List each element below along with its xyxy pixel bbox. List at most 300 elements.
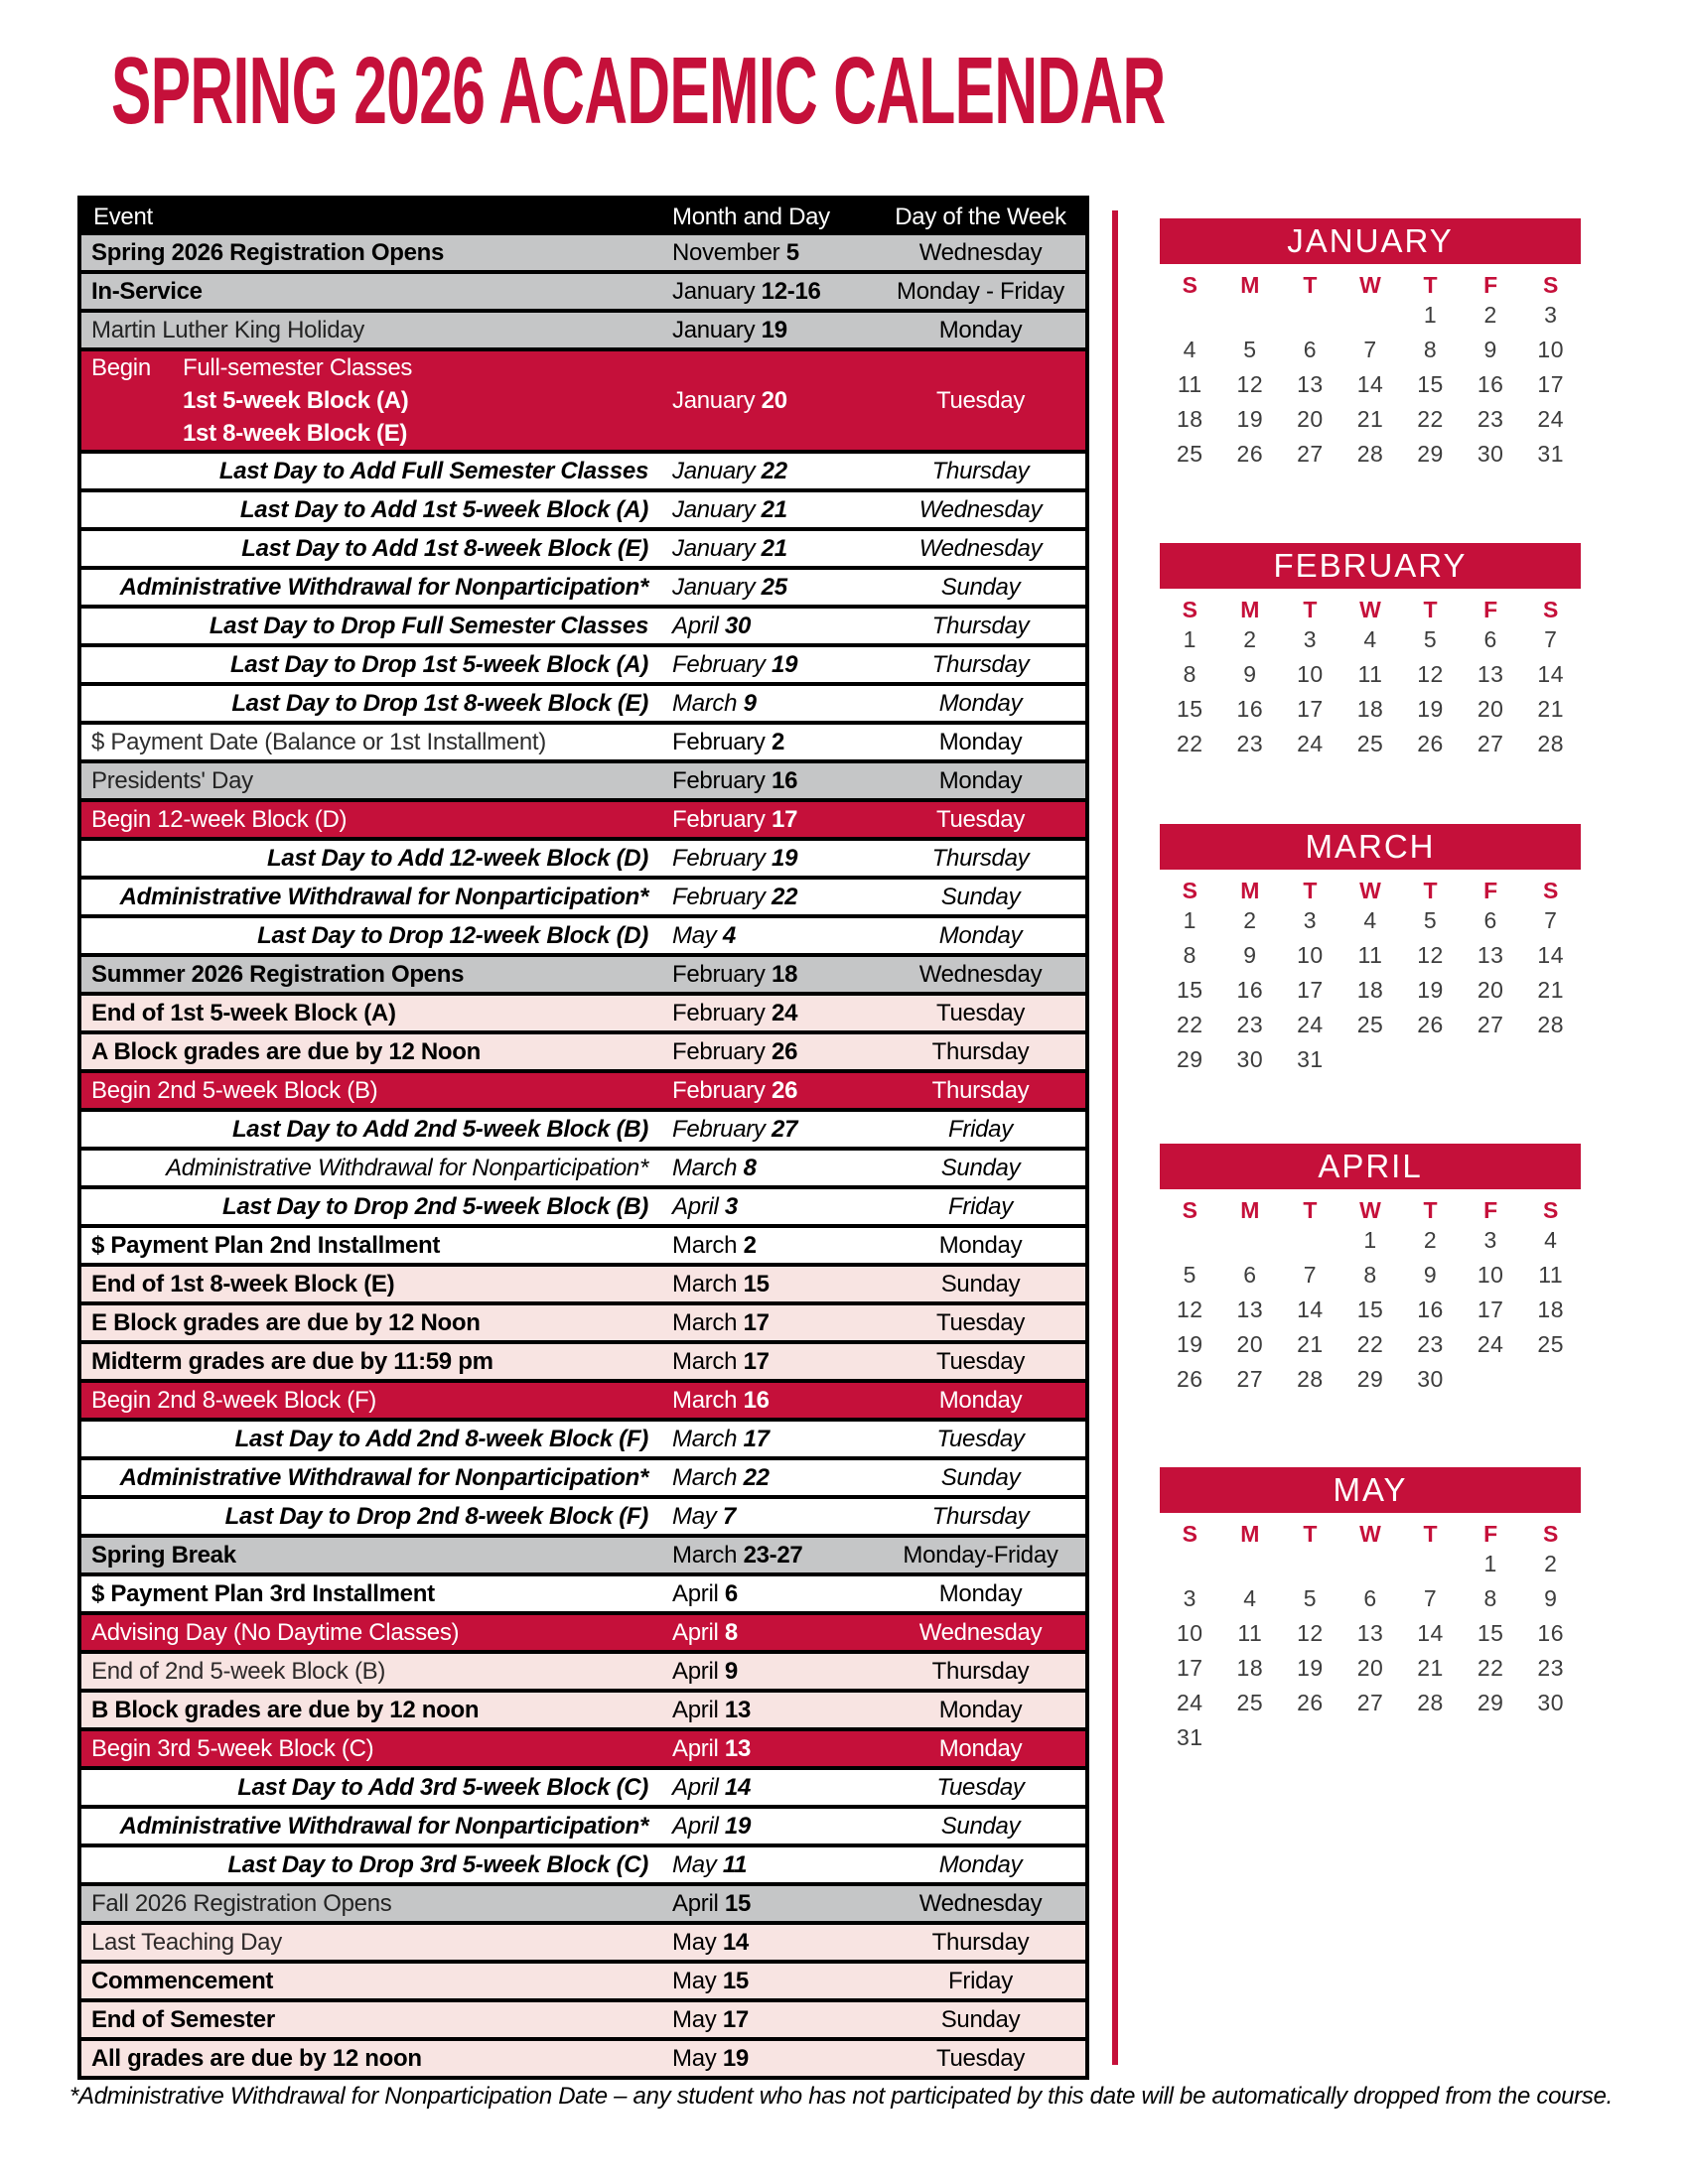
calendar-day: 7 xyxy=(1544,626,1558,652)
day-cell: Tuesday xyxy=(936,1425,1025,1452)
event-cell: Last Day to Drop 2nd 5-week Block (B) xyxy=(222,1192,648,1220)
date-month: January xyxy=(672,316,762,343)
calendar-day-empty xyxy=(1340,302,1401,337)
date-month: November xyxy=(672,238,786,266)
event-cell: Last Day to Drop 1st 5-week Block (A) xyxy=(229,650,648,678)
calendar-day: 31 xyxy=(1537,441,1564,467)
table-row xyxy=(81,1538,1085,1576)
table-row xyxy=(81,763,1085,802)
event-cell: Last Day to Add 2nd 8-week Block (F) xyxy=(234,1425,648,1452)
date-day: 17 xyxy=(743,1425,770,1452)
event-cell: Last Day to Add 2nd 5-week Block (B) xyxy=(231,1115,648,1143)
calendar-day: 8 xyxy=(1423,337,1438,362)
date-month: April xyxy=(672,1579,725,1607)
event-cell: Spring 2026 Registration Opens xyxy=(91,238,445,266)
date-cell xyxy=(662,1426,876,1453)
calendar-day-empty xyxy=(1280,302,1340,337)
calendar-day: 3 xyxy=(1544,302,1558,328)
calendar-day: 11 xyxy=(1177,371,1202,397)
calendar-day: 13 xyxy=(1356,1620,1384,1646)
month-banner: MARCH xyxy=(1160,824,1581,870)
date-month: April xyxy=(672,1192,725,1220)
table-row xyxy=(81,274,1085,313)
calendar-day-empty xyxy=(1461,1366,1521,1401)
header-day-of-week: Day of the Week xyxy=(895,204,1066,230)
calendar-day: 14 xyxy=(1417,1620,1444,1646)
vertical-divider xyxy=(1112,210,1118,2065)
calendar-day: 16 xyxy=(1537,1620,1564,1646)
calendar-day-empty xyxy=(1280,1724,1340,1759)
mini-calendar-february xyxy=(1160,543,1581,765)
calendar-day: 5 xyxy=(1243,337,1257,362)
weekday-label: S xyxy=(1543,878,1559,903)
date-cell xyxy=(662,1000,876,1027)
date-day: 19 xyxy=(772,844,798,872)
date-month: May xyxy=(672,1967,723,1994)
table-row xyxy=(81,609,1085,647)
date-month: January xyxy=(672,573,762,601)
date-cell xyxy=(662,1619,876,1647)
calendar-day: 10 xyxy=(1537,337,1564,362)
calendar-day: 22 xyxy=(1356,1331,1384,1357)
date-cell xyxy=(662,1464,876,1492)
calendar-day: 3 xyxy=(1303,907,1318,933)
date-cell xyxy=(662,651,876,679)
date-month: March xyxy=(672,1425,744,1452)
date-month: May xyxy=(672,1850,723,1878)
weekday-label: W xyxy=(1359,1521,1381,1547)
date-day: 16 xyxy=(743,1386,770,1414)
calendar-day: 11 xyxy=(1237,1620,1263,1646)
date-month: March xyxy=(672,1541,744,1569)
calendar-day: 18 xyxy=(1356,696,1384,722)
calendar-day: 25 xyxy=(1356,731,1384,756)
day-cell: Monday-Friday xyxy=(903,1541,1058,1569)
date-month: March xyxy=(672,1463,744,1491)
weekday-label: M xyxy=(1240,878,1260,903)
date-day: 13 xyxy=(724,1734,751,1762)
calendar-day: 2 xyxy=(1544,1551,1558,1576)
calendar-day: 1 xyxy=(1363,1227,1377,1253)
date-day: 17 xyxy=(743,1347,770,1375)
date-month: April xyxy=(672,1773,725,1801)
calendar-day: 2 xyxy=(1243,626,1257,652)
date-cell xyxy=(662,845,876,873)
calendar-day: 15 xyxy=(1417,371,1444,397)
date-cell xyxy=(662,884,876,911)
calendar-day: 22 xyxy=(1477,1655,1504,1681)
weekday-label: S xyxy=(1182,878,1197,903)
weekday-label: M xyxy=(1240,597,1260,622)
events-table xyxy=(77,196,1089,2080)
calendar-day: 12 xyxy=(1417,942,1444,968)
table-row xyxy=(81,1267,1085,1305)
weekday-header-row xyxy=(1160,878,1581,907)
day-cell: Thursday xyxy=(931,844,1030,872)
mini-calendar-march xyxy=(1160,824,1581,1081)
calendar-day: 28 xyxy=(1537,731,1564,756)
weekday-label: W xyxy=(1359,1197,1381,1223)
weekday-label: S xyxy=(1182,1521,1197,1547)
day-cell: Sunday xyxy=(940,2005,1021,2033)
event-cell: Midterm grades are due by 11:59 pm xyxy=(91,1347,493,1375)
date-cell xyxy=(662,1890,876,1918)
table-row xyxy=(81,1770,1085,1809)
weekday-label: F xyxy=(1483,878,1498,903)
date-day: 19 xyxy=(722,2044,749,2072)
calendar-day: 30 xyxy=(1236,1046,1264,1072)
calendar-day: 15 xyxy=(1176,696,1203,722)
calendar-day: 12 xyxy=(1236,371,1264,397)
month-banner: MAY xyxy=(1160,1467,1581,1513)
calendar-day-empty xyxy=(1220,1551,1281,1585)
date-cell xyxy=(662,1271,876,1298)
event-cell: Administrative Withdrawal for Nonparticipation* xyxy=(119,573,648,601)
weekday-label: T xyxy=(1423,1197,1438,1223)
date-day: 8 xyxy=(743,1154,757,1181)
calendar-day: 11 xyxy=(1357,942,1383,968)
weekday-label: T xyxy=(1423,878,1438,903)
weekday-label: T xyxy=(1423,1521,1438,1547)
date-cell xyxy=(662,458,876,485)
date-month: February xyxy=(672,960,773,988)
day-cell: Thursday xyxy=(931,1502,1030,1530)
table-row xyxy=(81,1576,1085,1615)
calendar-day: 25 xyxy=(1176,441,1203,467)
calendar-day: 2 xyxy=(1423,1227,1438,1253)
calendar-day: 6 xyxy=(1483,626,1497,652)
event-lines xyxy=(183,351,412,450)
date-day: 19 xyxy=(772,650,798,678)
calendar-day: 13 xyxy=(1297,371,1324,397)
calendar-day: 17 xyxy=(1477,1297,1504,1322)
calendar-day: 22 xyxy=(1176,1012,1203,1037)
day-cell: Thursday xyxy=(931,650,1030,678)
calendar-day-empty xyxy=(1160,1551,1220,1585)
calendar-day: 27 xyxy=(1297,441,1324,467)
event-cell: Last Day to Drop 1st 8-week Block (E) xyxy=(231,689,648,717)
table-row xyxy=(81,1344,1085,1383)
table-row xyxy=(81,802,1085,841)
event-cell: Administrative Withdrawal for Nonparticipation* xyxy=(119,1812,648,1840)
day-cell: Tuesday xyxy=(935,999,1026,1026)
calendar-day: 28 xyxy=(1537,1012,1564,1037)
calendar-day: 20 xyxy=(1477,977,1504,1003)
calendar-day: 27 xyxy=(1236,1366,1264,1392)
month-banner: APRIL xyxy=(1160,1144,1581,1189)
event-cell: Advising Day (No Daytime Classes) xyxy=(91,1618,460,1646)
calendar-day: 15 xyxy=(1477,1620,1504,1646)
weekday-label: M xyxy=(1240,1197,1260,1223)
weekday-label: S xyxy=(1182,272,1197,298)
date-cell xyxy=(662,535,876,563)
footnote: *Administrative Withdrawal for Nonparticipation Date – any student who has not participated by this date will be automatically dropped from the course. xyxy=(70,2083,1613,2110)
table-row xyxy=(81,570,1085,609)
calendar-day-empty xyxy=(1220,1227,1281,1262)
calendar-days-grid xyxy=(1160,907,1581,1081)
calendar-day: 11 xyxy=(1538,1262,1564,1288)
day-cell: Monday xyxy=(938,1734,1023,1762)
table-row xyxy=(81,1693,1085,1731)
date-day: 7 xyxy=(722,1502,736,1530)
event-cell: Spring Break xyxy=(91,1541,236,1569)
calendar-day: 10 xyxy=(1297,661,1324,687)
event-cell: Administrative Withdrawal for Nonparticipation* xyxy=(119,1463,648,1491)
date-month: April xyxy=(672,1734,725,1762)
date-cell xyxy=(662,1813,876,1841)
table-header-row xyxy=(81,200,1085,235)
date-cell xyxy=(662,1155,876,1182)
calendar-day: 30 xyxy=(1417,1366,1444,1392)
header-month-and-day: Month and Day xyxy=(672,204,830,230)
date-cell xyxy=(662,1774,876,1802)
date-day: 5 xyxy=(785,238,799,266)
calendar-day-empty xyxy=(1400,1046,1461,1081)
month-banner: FEBRUARY xyxy=(1160,543,1581,589)
date-day: 22 xyxy=(772,883,798,910)
date-day: 26 xyxy=(772,1037,798,1065)
calendar-day: 27 xyxy=(1477,731,1504,756)
day-cell: Tuesday xyxy=(936,1773,1025,1801)
day-cell: Wednesday xyxy=(918,534,1043,562)
table-row xyxy=(81,1654,1085,1693)
calendar-day: 24 xyxy=(1477,1331,1504,1357)
weekday-label: W xyxy=(1359,878,1381,903)
date-day: 14 xyxy=(722,1928,749,1956)
date-day: 15 xyxy=(722,1967,749,1994)
mini-calendar-january xyxy=(1160,218,1581,476)
date-month: March xyxy=(672,1270,744,1297)
calendar-day: 18 xyxy=(1356,977,1384,1003)
day-cell: Monday xyxy=(938,1386,1023,1414)
calendar-days-grid xyxy=(1160,626,1581,765)
calendar-day: 30 xyxy=(1477,441,1504,467)
day-cell: Monday xyxy=(938,1231,1023,1259)
calendar-day: 13 xyxy=(1477,942,1504,968)
calendar-day: 14 xyxy=(1356,371,1384,397)
calendar-day: 17 xyxy=(1537,371,1564,397)
calendar-day: 26 xyxy=(1297,1690,1324,1715)
date-month: January xyxy=(672,534,762,562)
day-cell: Tuesday xyxy=(935,1308,1026,1336)
date-cell xyxy=(662,690,876,718)
calendar-day: 17 xyxy=(1297,696,1324,722)
header-event: Event xyxy=(93,204,153,230)
date-cell xyxy=(662,961,876,989)
event-cell: E Block grades are due by 12 Noon xyxy=(91,1308,481,1336)
day-cell: Friday xyxy=(948,1967,1013,1994)
day-cell: Sunday xyxy=(940,1270,1021,1297)
calendar-day: 19 xyxy=(1297,1655,1324,1681)
calendar-days-grid xyxy=(1160,302,1581,476)
calendar-day: 5 xyxy=(1183,1262,1196,1288)
event-cell: Last Day to Add 1st 8-week Block (E) xyxy=(241,534,648,562)
weekday-label: M xyxy=(1240,1521,1260,1547)
day-cell: Wednesday xyxy=(918,960,1043,988)
calendar-day: 5 xyxy=(1423,907,1438,933)
calendar-day: 10 xyxy=(1297,942,1324,968)
calendar-day: 2 xyxy=(1483,302,1497,328)
date-month: March xyxy=(672,689,744,717)
date-cell xyxy=(662,1851,876,1879)
calendar-day-empty xyxy=(1400,1724,1461,1759)
calendar-day: 1 xyxy=(1483,1551,1497,1576)
date-month: May xyxy=(672,1502,723,1530)
date-day: 12-16 xyxy=(761,277,821,305)
weekday-label: S xyxy=(1182,1197,1197,1223)
calendar-day: 26 xyxy=(1417,1012,1444,1037)
date-day: 2 xyxy=(743,1231,757,1259)
table-row xyxy=(81,2041,1085,2076)
date-month: January xyxy=(672,495,762,523)
date-day: 15 xyxy=(724,1889,751,1917)
calendar-day-empty xyxy=(1520,1046,1581,1081)
table-row xyxy=(81,918,1085,957)
table-row xyxy=(81,1809,1085,1847)
event-cell: Last Day to Add 3rd 5-week Block (C) xyxy=(237,1773,648,1801)
calendar-day: 8 xyxy=(1183,942,1196,968)
day-cell: Thursday xyxy=(931,1657,1030,1685)
table-row xyxy=(81,1731,1085,1770)
event-cell xyxy=(81,351,662,450)
weekday-label: S xyxy=(1543,1197,1559,1223)
calendar-day: 12 xyxy=(1417,661,1444,687)
calendar-day: 15 xyxy=(1176,977,1203,1003)
table-row xyxy=(81,725,1085,763)
date-cell xyxy=(662,1309,876,1337)
day-cell: Monday xyxy=(938,766,1023,794)
date-month: February xyxy=(672,883,773,910)
calendar-day: 26 xyxy=(1417,731,1444,756)
day-cell: Monday xyxy=(938,1696,1023,1723)
calendar-day: 28 xyxy=(1297,1366,1324,1392)
date-cell xyxy=(662,387,876,415)
weekday-header-row xyxy=(1160,597,1581,626)
calendar-day: 6 xyxy=(1363,1585,1377,1611)
date-cell xyxy=(662,496,876,524)
calendar-day: 16 xyxy=(1236,977,1264,1003)
calendar-day: 18 xyxy=(1176,406,1203,432)
calendar-day: 16 xyxy=(1477,371,1504,397)
day-cell: Sunday xyxy=(940,883,1021,910)
calendar-day: 27 xyxy=(1477,1012,1504,1037)
calendar-day: 20 xyxy=(1356,1655,1384,1681)
date-month: February xyxy=(672,650,773,678)
calendar-day: 21 xyxy=(1537,696,1564,722)
date-month: February xyxy=(672,1076,773,1104)
weekday-label: T xyxy=(1303,878,1318,903)
mini-calendar-may xyxy=(1160,1467,1581,1759)
table-row xyxy=(81,1383,1085,1422)
date-day: 22 xyxy=(761,457,787,484)
calendar-day: 23 xyxy=(1236,731,1264,756)
calendar-day: 7 xyxy=(1423,1585,1438,1611)
calendar-day: 26 xyxy=(1176,1366,1203,1392)
calendar-day-empty xyxy=(1400,1551,1461,1585)
date-month: May xyxy=(672,921,723,949)
weekday-label: S xyxy=(1182,597,1197,622)
date-cell xyxy=(662,1580,876,1608)
calendar-day: 7 xyxy=(1363,337,1377,362)
date-month: February xyxy=(672,999,773,1026)
event-cell: $ Payment Plan 3rd Installment xyxy=(91,1579,435,1607)
weekday-label: F xyxy=(1483,272,1498,298)
calendar-day: 14 xyxy=(1537,942,1564,968)
calendar-day: 8 xyxy=(1183,661,1196,687)
event-cell: All grades are due by 12 noon xyxy=(91,2044,422,2072)
page-title: SPRING 2026 ACADEMIC CALENDAR xyxy=(111,38,1166,144)
calendar-day: 6 xyxy=(1243,1262,1257,1288)
event-cell: Fall 2026 Registration Opens xyxy=(91,1889,392,1917)
date-cell xyxy=(662,1735,876,1763)
event-prefix: Begin xyxy=(91,354,151,381)
date-cell xyxy=(662,1542,876,1570)
mini-calendar-april xyxy=(1160,1144,1581,1401)
calendar-day: 31 xyxy=(1297,1046,1324,1072)
day-cell: Tuesday xyxy=(935,1347,1026,1375)
date-month: February xyxy=(672,766,773,794)
calendar-day: 27 xyxy=(1356,1690,1384,1715)
date-month: May xyxy=(672,2005,723,2033)
event-cell: End of 2nd 5-week Block (B) xyxy=(91,1657,386,1685)
weekday-label: F xyxy=(1483,597,1498,622)
day-cell: Thursday xyxy=(931,1037,1030,1065)
event-cell: Martin Luther King Holiday xyxy=(91,316,365,343)
event-cell: In-Service xyxy=(91,277,203,305)
date-day: 19 xyxy=(724,1812,751,1840)
calendar-day: 18 xyxy=(1236,1655,1264,1681)
calendar-day: 30 xyxy=(1537,1690,1564,1715)
event-cell: End of 1st 5-week Block (A) xyxy=(91,999,396,1026)
date-day: 25 xyxy=(761,573,787,601)
table-row xyxy=(81,880,1085,918)
calendar-day: 13 xyxy=(1236,1297,1264,1322)
calendar-day: 8 xyxy=(1483,1585,1497,1611)
event-cell: Last Day to Add 12-week Block (D) xyxy=(267,844,648,872)
table-row xyxy=(81,1112,1085,1151)
calendar-day: 4 xyxy=(1183,337,1196,362)
calendar-day: 22 xyxy=(1417,406,1444,432)
date-cell xyxy=(662,2006,876,2034)
calendar-day: 29 xyxy=(1477,1690,1504,1715)
calendar-day-empty xyxy=(1340,1551,1401,1585)
calendar-day-empty xyxy=(1461,1046,1521,1081)
day-cell: Wednesday xyxy=(918,1889,1043,1917)
weekday-label: T xyxy=(1303,1197,1318,1223)
calendar-day: 6 xyxy=(1483,907,1497,933)
table-row xyxy=(81,1151,1085,1189)
event-cell: Last Day to Drop 12-week Block (D) xyxy=(257,921,648,949)
weekday-label: T xyxy=(1303,1521,1318,1547)
calendar-day: 10 xyxy=(1176,1620,1203,1646)
day-cell: Monday xyxy=(938,921,1023,949)
table-row xyxy=(81,531,1085,570)
day-cell: Monday xyxy=(938,1579,1023,1607)
event-cell: Last Teaching Day xyxy=(91,1928,282,1956)
table-row xyxy=(81,1460,1085,1499)
date-day: 13 xyxy=(724,1696,751,1723)
table-row xyxy=(81,1422,1085,1460)
calendar-day: 29 xyxy=(1176,1046,1203,1072)
calendar-day: 3 xyxy=(1483,1227,1497,1253)
date-cell xyxy=(662,806,876,834)
table-row xyxy=(81,996,1085,1034)
date-cell xyxy=(662,729,876,756)
day-cell: Sunday xyxy=(940,1812,1021,1840)
date-day: 23-27 xyxy=(743,1541,803,1569)
table-row xyxy=(81,1305,1085,1344)
date-month: April xyxy=(672,1618,725,1646)
